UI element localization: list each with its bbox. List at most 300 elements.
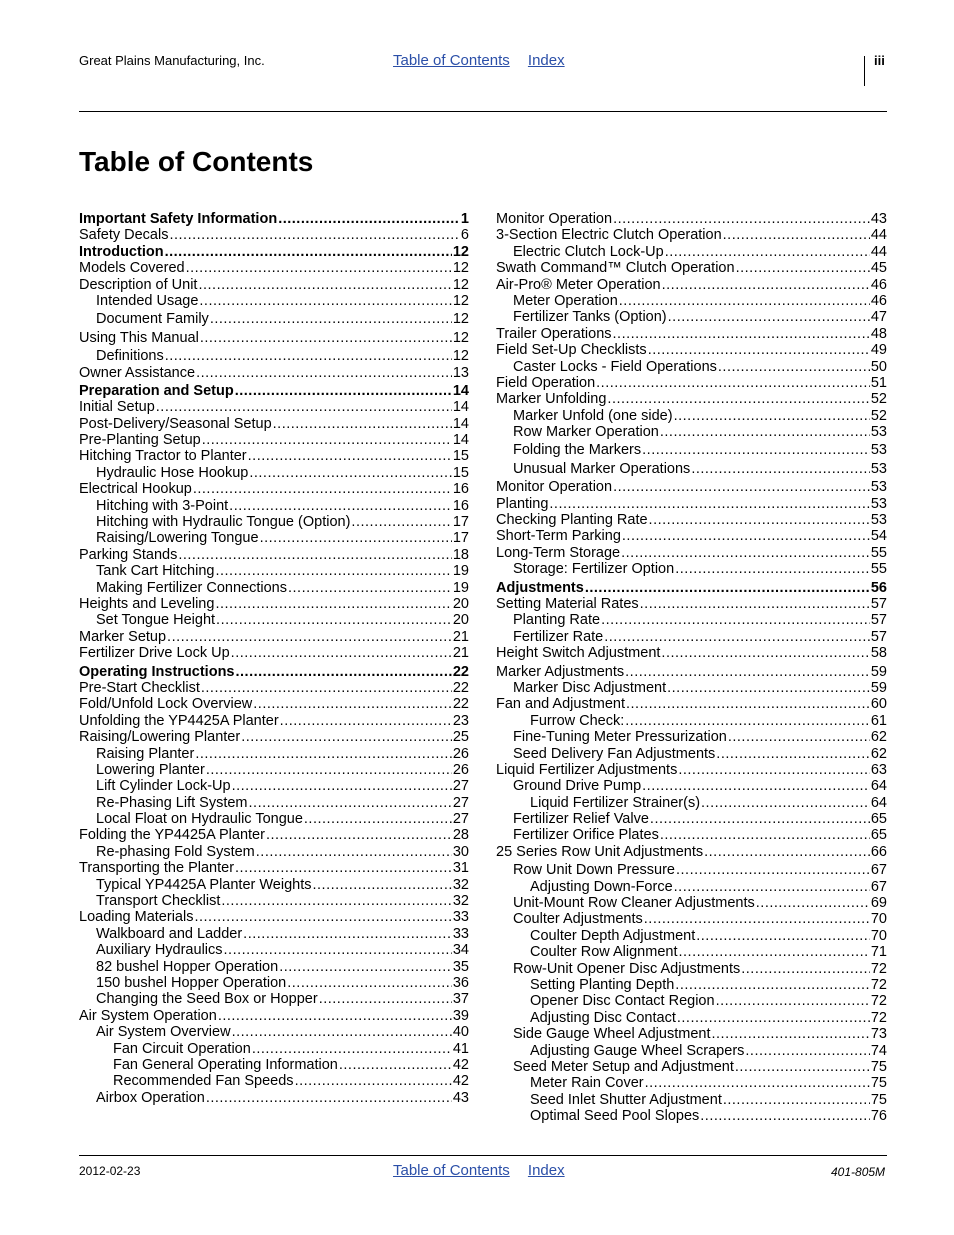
toc-entry-title: Parking Stands [79,546,178,563]
toc-entry-page: 18 [452,546,469,563]
dot-leader [266,827,452,843]
toc-entry[interactable] [496,528,887,544]
dot-leader [319,991,452,1007]
toc-entry[interactable] [79,1024,469,1040]
toc-entry[interactable] [496,561,887,577]
toc-entry-page: 12 [452,292,469,309]
toc-entry-page: 54 [870,528,887,545]
toc-entry-page: 12 [452,329,469,346]
dot-leader [667,680,870,696]
dot-leader [613,479,870,495]
dot-leader [662,277,870,293]
toc-link[interactable]: Table of Contents [393,52,510,69]
dot-leader [216,612,452,628]
toc-entry[interactable] [79,293,469,309]
toc-entry[interactable] [79,827,469,843]
index-link[interactable]: Index [527,1162,565,1179]
dot-leader [167,629,452,645]
toc-entry-title: Intended Usage [96,292,199,309]
toc-entry[interactable] [79,975,469,991]
toc-entry[interactable] [79,778,469,794]
toc-entry-page: 6 [460,227,469,244]
toc-entry[interactable] [79,680,469,696]
toc-entry[interactable] [496,645,887,661]
toc-entry-page: 53 [870,512,887,529]
toc-entry-page: 49 [870,342,887,359]
toc-entry-title: Folding the YP4425A Planter [79,827,265,844]
toc-entry[interactable] [79,942,469,958]
toc-entry[interactable] [79,311,469,327]
toc-entry-title: Marker Unfolding [496,391,607,408]
toc-entry[interactable] [79,629,469,645]
toc-entry[interactable] [496,309,887,325]
toc-entry[interactable] [79,926,469,942]
dot-leader [196,365,452,381]
toc-entry-page: 1 [460,211,469,227]
toc-entry-title: Setting Planting Depth [530,976,675,993]
dot-leader [716,993,870,1009]
dot-leader [661,645,869,661]
toc-entry-title: Field Set-Up Checklists [496,342,647,359]
toc-entry-title: Coulter Adjustments [513,911,643,928]
toc-entry[interactable] [496,596,887,612]
toc-entry-page: 21 [452,628,469,645]
dot-leader [660,827,870,843]
toc-entry-page: 59 [870,679,887,696]
toc-entry[interactable] [496,844,887,860]
toc-entry[interactable] [79,481,469,497]
toc-entry-title: Monitor Operation [496,479,613,496]
toc-entry[interactable] [79,860,469,876]
toc-entry-page: 15 [452,448,469,465]
toc-entry-page: 75 [870,1075,887,1092]
dot-leader [243,926,452,942]
toc-entry[interactable] [79,244,469,260]
toc-entry[interactable] [496,293,887,309]
toc-entry[interactable] [79,277,469,293]
dot-leader [273,416,452,432]
toc-entry-title: Row-Unit Opener Disc Adjustments [513,960,741,977]
toc-entry-title: Fan Circuit Operation [113,1040,251,1057]
dot-leader [677,1010,870,1026]
toc-entry[interactable] [496,1059,887,1075]
toc-entry[interactable] [496,928,887,944]
toc-entry-page: 27 [452,794,469,811]
toc-entry[interactable] [79,383,469,399]
toc-entry-title: Seed Meter Setup and Adjustment [513,1058,734,1075]
toc-entry-title: Checking Planting Rate [496,512,648,529]
toc-entry-title: Important Safety Information [79,211,278,227]
dot-leader [186,260,452,276]
toc-entry[interactable] [79,1073,469,1089]
toc-entry[interactable] [496,664,887,680]
toc-entry-page: 51 [870,374,887,391]
toc-entry[interactable] [496,895,887,911]
toc-entry[interactable] [496,391,887,407]
dot-leader [178,547,452,563]
toc-entry[interactable] [79,909,469,925]
toc-entry[interactable] [496,424,887,440]
toc-entry[interactable] [496,512,887,528]
toc-entry[interactable] [496,479,887,495]
toc-entry-title: Liquid Fertilizer Strainer(s) [530,794,701,811]
dot-leader [613,326,870,342]
toc-entry[interactable] [79,762,469,778]
dot-leader [756,895,870,911]
toc-entry-title: 3-Section Electric Clutch Operation [496,227,722,244]
toc-entry[interactable] [496,696,887,712]
dot-leader [169,227,459,243]
toc-entry[interactable] [496,1026,887,1042]
toc-entry-page: 69 [870,895,887,912]
toc-entry-title: Document Family [96,311,209,328]
index-link[interactable]: Index [527,52,565,69]
dot-leader [221,893,451,909]
toc-entry-title: Raising/Lowering Tongue [96,530,259,547]
toc-entry-page: 12 [452,243,469,260]
toc-entry-title: Fertilizer Relief Valve [513,811,649,828]
toc-entry-page: 67 [870,862,887,879]
dot-leader [668,309,870,325]
toc-entry-title: Furrow Check: [530,712,625,729]
toc-entry[interactable] [79,530,469,546]
toc-entry-page: 40 [452,1024,469,1041]
toc-entry-page: 45 [870,260,887,277]
toc-entry-title: Planting [496,495,549,512]
toc-entry-page: 63 [870,761,887,778]
dot-leader [704,844,870,860]
toc-entry[interactable] [79,227,469,243]
dot-leader [165,348,452,364]
toc-entry-page: 55 [870,544,887,561]
dot-leader [675,561,870,577]
toc-entry-title: Pre-Planting Setup [79,432,201,449]
toc-entry-title: Making Fertilizer Connections [96,579,287,596]
toc-entry[interactable] [79,696,469,712]
dot-leader [549,496,869,512]
toc-entry[interactable] [496,680,887,696]
toc-entry[interactable] [496,1075,887,1091]
toc-entry-title: Transport Checklist [96,893,221,910]
toc-entry[interactable] [496,612,887,628]
toc-entry[interactable] [79,399,469,415]
toc-entry[interactable] [496,795,887,811]
dot-leader [640,596,870,612]
toc-entry-title: Fine-Tuning Meter Pressurization [513,729,727,746]
toc-entry[interactable] [79,465,469,481]
toc-entry[interactable] [496,342,887,358]
toc-entry[interactable] [496,961,887,977]
toc-entry-page: 46 [870,276,887,293]
toc-entry-title: Air System Overview [96,1024,231,1041]
dot-leader [193,481,452,497]
toc-entry[interactable] [496,461,887,477]
toc-entry[interactable] [496,993,887,1009]
toc-entry-page: 75 [870,1058,887,1075]
toc-entry-title: 82 bushel Hopper Operation [96,958,279,975]
toc-entry-page: 37 [452,991,469,1008]
dot-leader [231,645,452,661]
toc-entry-page: 57 [870,612,887,629]
toc-entry-title: Tank Cart Hitching [96,563,215,580]
toc-entry[interactable] [79,811,469,827]
dot-leader [696,928,870,944]
dot-leader [649,512,870,528]
toc-entry-page: 12 [452,260,469,277]
toc-entry-title: Electric Clutch Lock-Up [513,243,664,260]
toc-right-column [496,211,887,1124]
toc-entry[interactable] [79,1057,469,1073]
toc-entry[interactable] [79,416,469,432]
toc-link[interactable]: Table of Contents [393,1162,510,1179]
toc-entry[interactable] [496,244,887,260]
dot-leader [642,778,870,794]
toc-entry[interactable] [496,729,887,745]
toc-entry-title: Lift Cylinder Lock-Up [96,778,231,795]
toc-entry[interactable] [79,645,469,661]
toc-entry[interactable] [496,326,887,342]
dot-leader [287,975,452,991]
toc-entry[interactable] [496,260,887,276]
dot-leader [156,399,452,415]
dot-leader [674,408,870,424]
toc-entry-title: Loading Materials [79,909,194,926]
toc-entry-title: Safety Decals [79,227,169,244]
toc-entry-title: Unfolding the YP4425A Planter [79,712,279,729]
footer-date: 2012-02-23 [79,1164,141,1178]
toc-entry[interactable] [496,359,887,375]
toc-entry[interactable] [79,547,469,563]
dot-leader [202,432,452,448]
toc-entry[interactable] [79,563,469,579]
toc-entry-page: 14 [452,382,469,399]
toc-entry-title: Pre-Start Checklist [79,679,200,696]
toc-entry[interactable] [496,580,887,596]
toc-left-column [79,211,469,1106]
toc-entry-page: 39 [452,1007,469,1024]
toc-entry-title: Adjustments [496,579,584,596]
toc-entry-page: 15 [452,464,469,481]
toc-entry[interactable] [79,580,469,596]
toc-entry-page: 56 [870,579,887,596]
toc-entry-title: Post-Delivery/Seasonal Setup [79,415,272,432]
toc-entry[interactable] [79,795,469,811]
toc-entry-title: Opener Disc Contact Region [530,993,715,1010]
toc-entry-page: 53 [870,424,887,441]
company-name: Great Plains Manufacturing, Inc. [79,53,265,68]
dot-leader [288,580,452,596]
dot-leader [626,696,870,712]
toc-entry-page: 72 [870,993,887,1010]
toc-entry-title: Unusual Marker Operations [513,460,691,477]
toc-entry[interactable] [79,612,469,628]
dot-leader [224,942,452,958]
toc-entry-page: 75 [870,1091,887,1108]
toc-entry-page: 47 [870,309,887,326]
toc-entry-title: Auxiliary Hydraulics [96,942,223,959]
toc-entry-title: Short-Term Parking [496,528,621,545]
toc-entry-page: 70 [870,911,887,928]
toc-entry-title: Coulter Depth Adjustment [530,927,696,944]
toc-entry-page: 36 [452,974,469,991]
toc-entry[interactable] [496,778,887,794]
toc-entry-page: 27 [452,811,469,828]
toc-entry-title: Description of Unit [79,276,198,293]
toc-entry-title: Re-Phasing Lift System [96,794,248,811]
toc-entry-title: Electrical Hookup [79,481,192,498]
toc-entry-title: Marker Setup [79,628,167,645]
dot-leader [619,293,870,309]
dot-leader [745,1043,869,1059]
toc-entry[interactable] [79,729,469,745]
toc-entry-page: 27 [452,778,469,795]
dot-leader [601,612,870,628]
toc-entry[interactable] [496,944,887,960]
footer-rule [79,1155,887,1156]
toc-entry[interactable] [496,746,887,762]
toc-entry-title: Re-phasing Fold System [96,843,255,860]
toc-entry[interactable] [79,348,469,364]
toc-entry-title: Field Operation [496,374,596,391]
toc-entry-title: Marker Unfold (one side) [513,407,673,424]
toc-entry-title: Unit-Mount Row Cleaner Adjustments [513,895,755,912]
dot-leader [728,729,870,745]
toc-entry[interactable] [496,827,887,843]
toc-entry[interactable] [496,1108,887,1124]
toc-entry-page: 43 [452,1089,469,1106]
toc-entry-title: Adjusting Disc Contact [530,1009,676,1026]
toc-entry-title: Initial Setup [79,399,155,416]
toc-entry-title: Meter Rain Cover [530,1075,644,1092]
toc-entry-page: 64 [870,778,887,795]
toc-entry[interactable] [79,448,469,464]
toc-entry[interactable] [79,432,469,448]
toc-entry-title: Air System Operation [79,1007,217,1024]
dot-leader [236,664,452,680]
header-nav [393,52,579,69]
toc-entry-page: 62 [870,729,887,746]
toc-entry[interactable] [79,260,469,276]
toc-entry-page: 55 [870,561,887,578]
toc-entry-page: 34 [452,942,469,959]
toc-entry[interactable] [496,277,887,293]
dot-leader [248,448,452,464]
toc-entry-title: Models Covered [79,260,185,277]
toc-entry[interactable] [79,893,469,909]
toc-entry-page: 72 [870,976,887,993]
toc-entry-title: Fan and Adjustment [496,696,625,713]
toc-entry-page: 26 [452,745,469,762]
toc-entry[interactable] [496,862,887,878]
toc-entry-title: Marker Adjustments [496,663,625,680]
toc-entry-page: 52 [870,391,887,408]
dot-leader [351,514,451,530]
toc-entry[interactable] [496,1043,887,1059]
toc-entry[interactable] [79,596,469,612]
toc-entry[interactable] [496,375,887,391]
toc-entry-title: Seed Inlet Shutter Adjustment [530,1091,722,1108]
dot-leader [678,762,870,778]
toc-entry-page: 22 [452,696,469,713]
toc-entry[interactable] [79,844,469,860]
dot-leader [716,746,870,762]
toc-entry-page: 62 [870,745,887,762]
toc-entry[interactable] [496,629,887,645]
dot-leader [229,498,452,514]
toc-entry[interactable] [496,762,887,778]
toc-entry[interactable] [496,977,887,993]
dot-leader [645,1075,870,1091]
dot-leader [596,375,870,391]
toc-entry-page: 72 [870,960,887,977]
toc-entry[interactable] [79,365,469,381]
toc-entry-title: Fertilizer Rate [513,628,604,645]
dot-leader [278,211,460,227]
toc-entry-title: Height Switch Adjustment [496,645,661,662]
toc-entry[interactable] [496,911,887,927]
dot-leader [700,1108,870,1124]
toc-entry-title: Seed Delivery Fan Adjustments [513,745,716,762]
toc-entry[interactable] [79,1008,469,1024]
toc-entry[interactable] [79,877,469,893]
toc-entry[interactable] [496,442,887,458]
toc-entry-title: Definitions [96,348,164,365]
toc-entry[interactable] [79,713,469,729]
toc-entry[interactable] [79,664,469,680]
dot-leader [622,528,870,544]
toc-entry-title: Local Float on Hydraulic Tongue [96,811,303,828]
toc-entry-title: Hitching Tractor to Planter [79,448,247,465]
toc-entry[interactable] [79,1041,469,1057]
toc-entry-title: Fertilizer Drive Lock Up [79,645,230,662]
page-title: Table of Contents [79,146,314,177]
toc-entry[interactable] [79,746,469,762]
toc-entry[interactable] [79,991,469,1007]
toc-entry[interactable] [79,514,469,530]
toc-entry[interactable] [79,498,469,514]
dot-leader [665,244,870,260]
toc-entry-title: Liquid Fertilizer Adjustments [496,761,678,778]
toc-entry[interactable] [79,330,469,346]
toc-entry-title: Trailer Operations [496,325,612,342]
toc-entry[interactable] [79,1090,469,1106]
dot-leader [675,977,870,993]
toc-entry-page: 19 [452,563,469,580]
toc-entry[interactable] [79,959,469,975]
dot-leader [625,713,870,729]
toc-entry[interactable] [496,496,887,512]
toc-entry-page: 65 [870,827,887,844]
toc-entry-page: 22 [452,679,469,696]
toc-entry[interactable] [496,1092,887,1108]
dot-leader [218,1008,452,1024]
dot-leader [604,629,870,645]
toc-entry[interactable] [79,211,469,227]
toc-entry[interactable] [496,713,887,729]
toc-entry-title: Changing the Seed Box or Hopper [96,991,318,1008]
toc-entry[interactable] [496,879,887,895]
dot-leader [711,1026,869,1042]
toc-entry[interactable] [496,408,887,424]
toc-entry-title: Air-Pro® Meter Operation [496,276,661,293]
toc-entry-page: 12 [452,311,469,328]
toc-entry[interactable] [496,811,887,827]
toc-entry[interactable] [496,1010,887,1026]
toc-entry[interactable] [496,545,887,561]
toc-entry-title: Typical YP4425A Planter Weights [96,876,312,893]
toc-entry[interactable] [496,227,887,243]
toc-entry[interactable] [496,211,887,227]
